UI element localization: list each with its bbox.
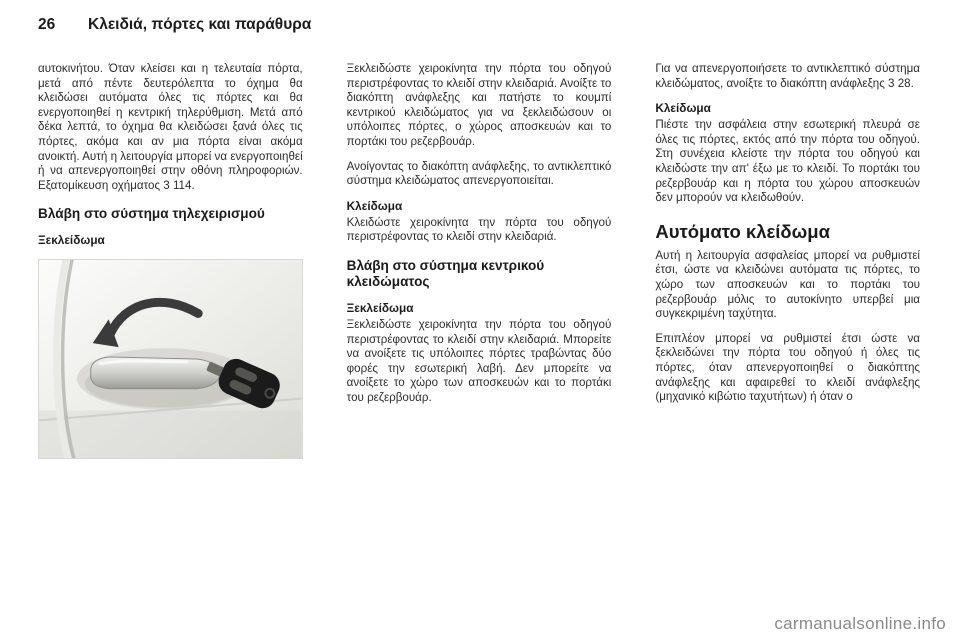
chapter-title: Κλειδιά, πόρτες και παράθυρα — [88, 16, 312, 33]
body-paragraph: Κλειδώστε χειροκίνητα την πόρτα του οδηγού περιστρέφοντας το κλειδί στην κλειδαριά. — [346, 215, 612, 244]
subheading-locking: Κλείδωμα — [655, 101, 711, 116]
heading-automatic-locking: Αυτόματο κλείδωμα — [655, 220, 830, 242]
page-header — [38, 16, 922, 34]
subheading-unlocking: Ξεκλείδωμα — [346, 300, 414, 315]
heading-fault-remote-control: Βλάβη στο σύστημα τηλεχειρισμού — [38, 206, 265, 222]
text-columns — [38, 62, 920, 459]
subheading-locking: Κλείδωμα — [346, 198, 403, 213]
subheading-unlocking: Ξεκλείδωμα — [38, 232, 105, 247]
body-paragraph: Ξεκλειδώστε χειροκίνητα την πόρτα του οδηγού περιστρέφοντας το κλειδί στην κλειδαριά. Μπορείτε να ανοίξετε τις υπόλοιπες πόρτες τραβώντας δύο φορές την εσωτερική λαβή. Δεν μπορείτε να ανοίξετε το χώρο των αποσκευών και το πορτάκι του ρεζερβουάρ. — [346, 317, 612, 404]
column-3 — [655, 62, 920, 459]
body-paragraph: Ανοίγοντας το διακόπτη ανάφλεξης, το αντικλεπτικό σύστημα κλειδώματος απενεργοποιείται. — [346, 159, 612, 188]
heading-fault-central-locking: Βλάβη στο σύστημα κεντρικού κλειδώματος — [346, 257, 545, 290]
body-paragraph: Επιπλέον μπορεί να ρυθμιστεί έτσι ώστε να ξεκλειδώνει την πόρτα του οδηγού ή όλες τις πόρτες, όταν απενεργοποιηθεί ο διακόπτης ανάφλεξης και αφαιρεθεί το κλειδί ανάφλεξης (μηχανικό κιβώτιο ταχυτήτων) ή όταν ο — [655, 331, 920, 404]
body-paragraph: Ξεκλειδώστε χειροκίνητα την πόρτα του οδηγού περιστρέφοντας το κλειδί στην κλειδαριά. Ανοίξτε το διακόπτη ανάφλεξης και πατήστε το κουμπί κεντρικού κλειδώματος για να ξεκλειδώσουν οι υπόλοιπες πόρτες, ο χώρος αποσκευών και το πορτάκι του ρεζερβουάρ. — [346, 62, 612, 148]
door-handle-key-photo — [39, 260, 302, 458]
column-1 — [38, 62, 303, 459]
body-paragraph: αυτοκινήτου. Όταν κλείσει και η τελευταία πόρτα, μετά από πέντε δευτερόλεπτα το όχημα θα κλειδώσει αυτόματα όλες τις πόρτες και θα ενεργοποιηθεί η κεντρική τηλερύθμιση. Μετά από δέκα λεπτά, το όχημα θα κλειδώσει ξανά όλες τις πόρτες, ακόμα και αν μια πόρτα είναι ακόμα ανοικτή. Αυτή η λειτουργία μπορεί να ενεργοποιηθεί ή να απενεργοποιηθεί στην οθόνη πληροφοριών. Εξατομίκευση οχήματος 3 114. — [38, 62, 303, 192]
door-handle-key-figure — [38, 259, 303, 459]
watermark: carmanualsonline.info — [774, 614, 946, 633]
column-2 — [347, 62, 612, 459]
body-paragraph: Για να απενεργοποιήσετε το αντικλεπτικό σύστημα κλειδώματος, ανοίξτε το διακόπτη ανάφλεξης 3 28. — [655, 62, 920, 90]
page-number: 26 — [38, 16, 56, 33]
body-paragraph: Αυτή η λειτουργία ασφαλείας μπορεί να ρυθμιστεί έτσι, ώστε να κλειδώνει αυτόματα τις πόρτες, το χώρο των αποσκευών και το πορτάκι του ρεζερβουάρ μόλις το αυτοκίνητο υπερβεί μια συγκεκριμένη ταχύτητα. — [655, 248, 920, 321]
body-paragraph: Πιέστε την ασφάλεια στην εσωτερική πλευρά σε όλες τις πόρτες, εκτός από την πόρτα του οδηγού. Στη συνέχεια κλείστε την πόρτα του οδηγού και κλειδώστε την απ' έξω με το κλειδί. Το πορτάκι του ρεζερβουάρ και η πόρτα του χώρου αποσκευών δεν μπορούν να κλειδωθούν. — [655, 118, 920, 205]
